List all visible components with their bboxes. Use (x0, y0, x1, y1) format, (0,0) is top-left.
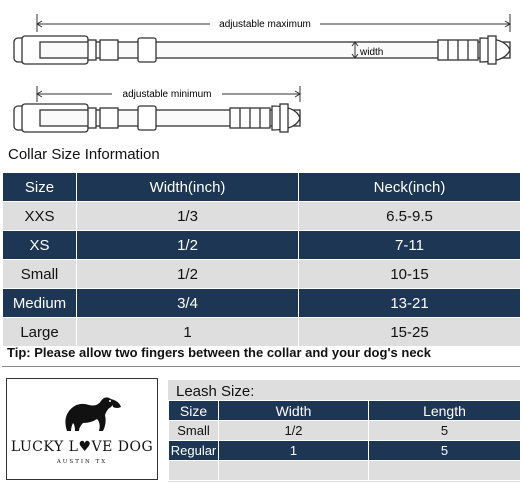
cell-size: XS (3, 231, 77, 260)
cell-neck: 15-25 (299, 318, 521, 347)
collar-diagram (0, 0, 522, 140)
cell-size: Small (3, 260, 77, 289)
leash-size-table (168, 400, 521, 481)
table-row (3, 202, 521, 231)
table-header-row (3, 173, 521, 202)
cell-size: XXS (3, 202, 77, 231)
header-size: Size (3, 173, 77, 202)
cell-length: 5 (369, 421, 521, 441)
header-width: Width(inch) (77, 173, 299, 202)
cell-width: 1 (77, 318, 299, 347)
cell-width: 1 (219, 441, 369, 461)
cell-empty (169, 461, 219, 481)
cell-length: 5 (369, 441, 521, 461)
cell-neck: 7-11 (299, 231, 521, 260)
table-row (3, 318, 521, 347)
cell-neck: 6.5-9.5 (299, 202, 521, 231)
divider (2, 366, 520, 367)
table-row (169, 461, 521, 481)
table-row (3, 289, 521, 318)
table-row (169, 421, 521, 441)
collar-size-title: Collar Size Information (8, 146, 160, 163)
min-label: adjustable minimum (122, 89, 212, 100)
header-width: Width (219, 401, 369, 421)
cell-size: Large (3, 318, 77, 347)
tip-text: Tip: Please allow two fingers between the collar and your dog's neck (7, 345, 432, 360)
leash-title: Leash Size: (176, 383, 255, 400)
cell-width: 1/2 (77, 260, 299, 289)
cell-width: 1/2 (77, 231, 299, 260)
table-row (169, 441, 521, 461)
width-label: width (360, 47, 384, 58)
table-row (3, 231, 521, 260)
leash-size-panel (168, 380, 520, 482)
cell-neck: 10-15 (299, 260, 521, 289)
dog-icon (7, 379, 157, 439)
cell-width: 3/4 (77, 289, 299, 318)
cell-size: Regular (169, 441, 219, 461)
brand-location: AUSTIN TX (56, 459, 108, 465)
collar-max-illustration (14, 36, 510, 64)
brand-logo (6, 378, 158, 480)
cell-width: 1/3 (77, 202, 299, 231)
table-header-row (169, 401, 521, 421)
cell-neck: 13-21 (299, 289, 521, 318)
header-length: Length (369, 401, 521, 421)
header-neck: Neck(inch) (299, 173, 521, 202)
cell-empty (369, 461, 521, 481)
cell-empty (219, 461, 369, 481)
max-label: adjustable maximum (219, 19, 311, 30)
cell-size: Small (169, 421, 219, 441)
cell-size: Medium (3, 289, 77, 318)
collar-min-illustration (14, 104, 300, 132)
header-size: Size (169, 401, 219, 421)
brand-name: LUCKY L♥VE DOG (10, 439, 154, 455)
cell-width: 1/2 (219, 421, 369, 441)
collar-size-table (2, 172, 521, 347)
table-row (3, 260, 521, 289)
